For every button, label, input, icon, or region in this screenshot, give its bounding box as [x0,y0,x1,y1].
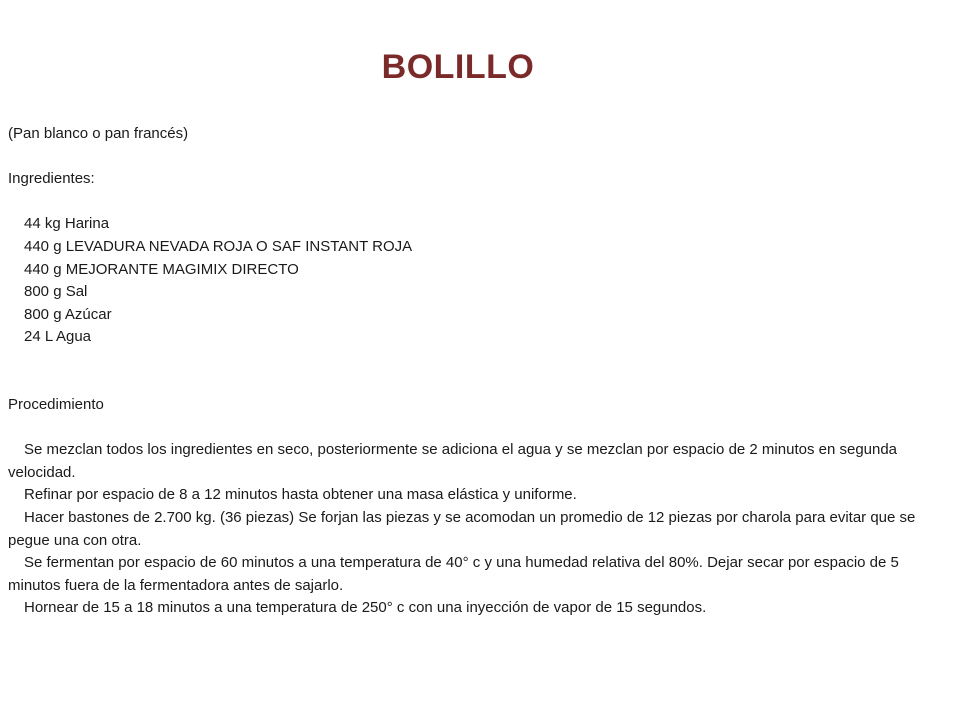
procedure-heading: Procedimiento [8,395,104,413]
page-title: BOLILLO [381,48,535,86]
spacer [8,191,948,214]
recipe-body [8,123,948,620]
procedure-step: Refinar por espacio de 8 a 12 minutos hasta obtener una masa elástica y uniforme. [24,486,577,504]
ingredient-item: 800 g Sal [24,283,88,301]
procedure-step: Se fermentan por espacio de 60 minutos a una temperatura de 40° c y una humedad relativa del 80%. Dejar secar por espacio de 5 minutos fuera de la fermentadora antes de sajarlo. [8,554,899,594]
ingredient-item: 24 L Agua [24,328,92,346]
ingredients-heading: Ingredientes: [8,170,95,188]
procedure-step: Hornear de 15 a 18 minutos a una temperatura de 250° c con una inyección de vapor de 15 segundos. [24,599,707,617]
ingredient-item: 440 g MEJORANTE MAGIMIX DIRECTO [24,260,299,278]
procedure-step: Hacer bastones de 2.700 kg. (36 piezas) Se forjan las piezas y se acomodan un promedio de 12 piezas por charola para evitar que se pegue una con otra. [8,508,916,549]
procedure-step: Se mezclan todos los ingredientes en seco, posteriormente se adiciona el agua y se mezclan por espacio de 2 minutos en segunda velocidad. [8,441,898,481]
spacer [8,349,948,394]
ingredients-list [8,213,948,349]
procedure-list [8,439,948,620]
ingredient-item: 440 g LEVADURA NEVADA ROJA O SAF INSTANT ROJA [24,237,413,255]
ingredient-item: 44 kg Harina [24,215,110,233]
subtitle: (Pan blanco o pan francés) [8,125,189,142]
ingredient-item: 800 g Azúcar [24,305,112,323]
spacer [8,146,948,169]
spacer [8,417,948,440]
